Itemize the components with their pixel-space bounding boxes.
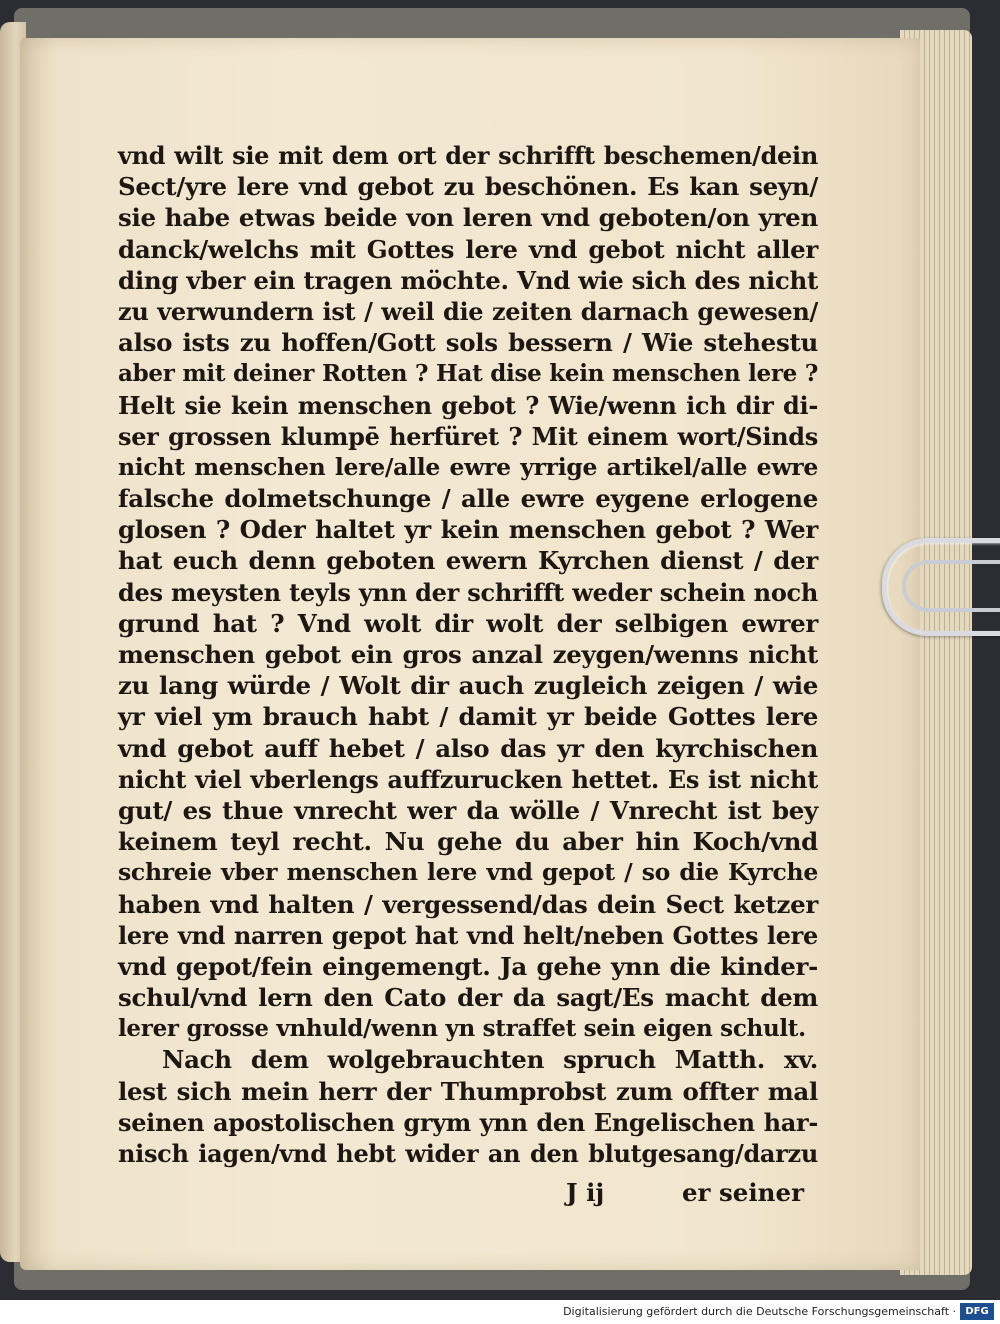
text-line: gut/ es thue vnrecht wer da wölle / Vnrecht ist bey [118,795,818,825]
digitization-footer [0,1300,1000,1324]
text-line: yr viel ym brauch habt / damit yr beide Gottes lere [118,702,818,732]
text-line: falsche dolmetschunge / alle ewre eygene erlogene [118,484,818,514]
text-line: schul/vnd lern den Cato der da sagt/Es macht dem [118,983,818,1013]
page-text-block [118,140,818,1169]
text-line: lere vnd narren gepot hat vnd helt/neben Gottes lere [118,920,818,950]
signature-mark: J ij [566,1178,605,1207]
text-line: sie habe etwas beide von leren vnd geboten/on yren [118,203,818,233]
paper-clip-inner-loop [902,560,1000,612]
text-line: nisch iagen/vnd hebt wider an den blutgesang/darzu [118,1139,818,1168]
text-line: Helt sie kein menschen gebot ? Wie/wenn ich dir di- [118,390,818,420]
text-line: seinen apostolischen grym ynn den Engelischen har- [118,1107,818,1137]
book-page [20,38,920,1270]
text-line: aber mit deiner Rotten ? Hat dise kein menschen lere ? [118,360,818,388]
text-line: vnd gepot/fein eingemengt. Ja gehe ynn die kinder- [118,951,818,981]
text-line: schreie vber menschen lere vnd gepot / so die Kyrche [118,858,818,887]
text-line: menschen gebot ein gros anzal zeygen/wenns nicht [118,640,818,669]
text-line: ser grossen klumpē herfüret ? Mit einem wort/Sinds [118,421,818,451]
text-line: haben vnd halten / vergessend/das dein Sect ketzer [118,889,818,919]
text-line: lest sich mein herr der Thumprobst zum offter mal [118,1076,818,1106]
text-line: keinem teyl recht. Nu gehe du aber hin Koch/vnd [118,827,818,857]
text-line: Nach dem wolgebrauchten spruch Matth. xv. [162,1045,818,1075]
page-footer-line [118,1178,818,1210]
text-line: vnd wilt sie mit dem ort der schrifft beschemen/dein [118,141,818,170]
text-line: Sect/yre lere vnd gebot zu beschönen. Es kan seyn/ [118,172,818,202]
text-line: nicht menschen lere/alle ewre yrrige artikel/alle ewre [118,452,818,481]
text-line: grund hat ? Vnd wolt dir wolt der selbigen ewrer [118,608,818,638]
text-line: lerer grosse vnhuld/wenn yn straffet sein eigen schult. [118,1015,806,1043]
text-line: des meysten teyls ynn der schrifft weder schein noch [118,577,818,607]
dfg-logo: DFG [960,1303,994,1320]
catchword: er seiner [681,1178,804,1207]
text-line: hat euch denn geboten ewern Kyrchen dienst / der [118,546,818,576]
text-line: zu lang würde / Wolt dir auch zugleich zeigen / wie [118,671,818,701]
text-line: vnd gebot auff hebet / also das yr den kyrchischen [118,733,818,763]
text-line: danck/welchs mit Gottes lere vnd gebot nicht aller [118,234,818,264]
text-line: ding vber ein tragen möchte. Vnd wie sich des nicht [118,265,818,295]
text-line: zu verwundern ist / weil die zeiten darnach gewesen/ [118,296,818,326]
funding-credit: Digitalisierung gefördert durch die Deutsche Forschungsgemeinschaft · [563,1305,956,1318]
text-line: glosen ? Oder haltet yr kein menschen gebot ? Wer [118,515,818,545]
text-line: also ists zu hoffen/Gott sols bessern / Wie stehestu [118,328,818,358]
text-line: nicht viel vberlengs auffzurucken hettet. Es ist nicht [118,764,818,794]
